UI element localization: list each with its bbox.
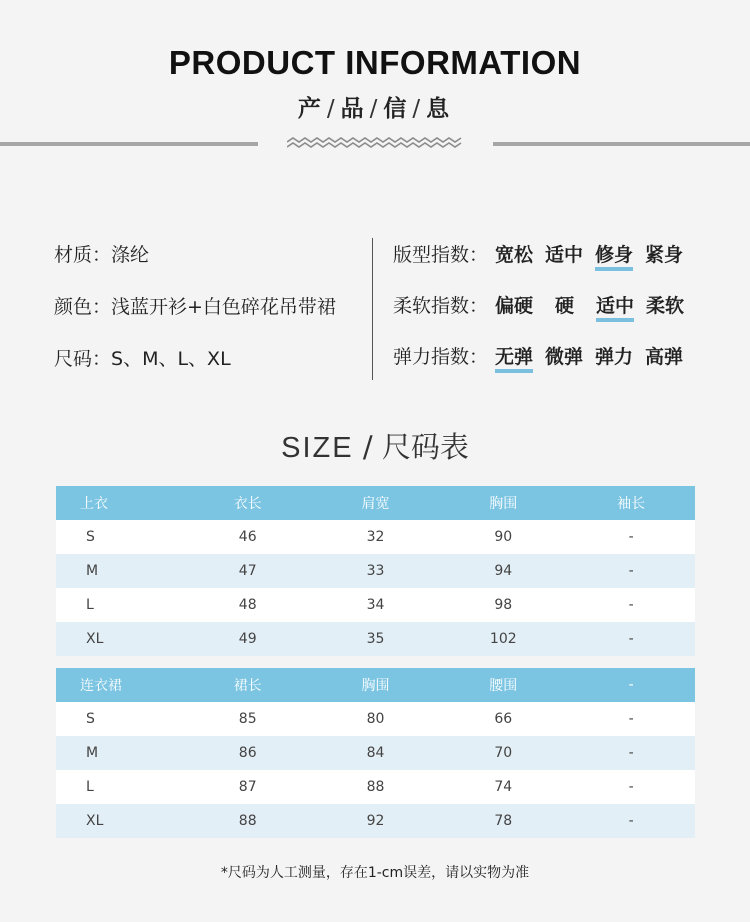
title-char: 信 <box>383 96 410 122</box>
index-option: 高弹 <box>645 346 684 368</box>
table-row <box>56 554 695 588</box>
attribute-size <box>54 344 336 396</box>
divider-line-left <box>0 142 258 146</box>
table-cell: 49 <box>184 622 312 656</box>
table-cell: S <box>56 520 184 554</box>
vertical-divider <box>372 238 373 380</box>
table-cell: 35 <box>312 622 440 656</box>
table-row <box>56 736 695 770</box>
table-cell: XL <box>56 804 184 838</box>
index-option: 适中 <box>545 244 584 266</box>
table-cell: 78 <box>439 804 567 838</box>
index-option: 微弹 <box>545 346 584 368</box>
table-row <box>56 804 695 838</box>
index-option: 紧身 <box>645 244 684 266</box>
index-softness <box>393 291 696 342</box>
column-header: 袖长 <box>567 486 695 520</box>
index-elasticity <box>393 342 696 393</box>
size-title-cn: / 尺码表 <box>362 430 469 464</box>
divider-line-right <box>493 142 750 146</box>
table-row <box>56 702 695 736</box>
table-cell: - <box>567 804 695 838</box>
attribute-value: 涤纶 <box>111 244 150 266</box>
fit-indices <box>393 240 696 393</box>
page-title-cn <box>0 90 750 123</box>
table-cell: S <box>56 702 184 736</box>
table-cell: 74 <box>439 770 567 804</box>
attribute-material <box>54 240 336 292</box>
title-separator: / <box>326 96 338 122</box>
table-cell: 94 <box>439 554 567 588</box>
index-option: 修身 <box>595 243 633 271</box>
table-cell: L <box>56 770 184 804</box>
table-cell: - <box>567 622 695 656</box>
table-cell: XL <box>56 622 184 656</box>
column-header: 连衣裙 <box>56 668 184 702</box>
table-cell: M <box>56 554 184 588</box>
table-cell: L <box>56 588 184 622</box>
table-row <box>56 588 695 622</box>
table-cell: 84 <box>312 736 440 770</box>
index-option: 无弹 <box>495 345 533 373</box>
table-cell: 48 <box>184 588 312 622</box>
table-cell: 70 <box>439 736 567 770</box>
index-option: 弹力 <box>595 346 634 368</box>
index-label: 弹力指数： <box>393 346 489 368</box>
product-attributes <box>54 240 336 396</box>
table-cell: 102 <box>439 622 567 656</box>
title-separator: / <box>412 96 424 122</box>
index-option: 硬 <box>555 295 575 317</box>
table-cell: 87 <box>184 770 312 804</box>
attribute-label: 材质： <box>54 244 112 266</box>
table-cell: 32 <box>312 520 440 554</box>
table-cell: - <box>567 702 695 736</box>
index-option: 偏硬 <box>495 295 534 317</box>
title-char: 品 <box>340 96 367 122</box>
table-cell: 86 <box>184 736 312 770</box>
page-title-en: PRODUCT INFORMATION <box>168 44 582 81</box>
table-row <box>56 622 695 656</box>
column-header: 裙长 <box>184 668 312 702</box>
title-separator: / <box>369 96 381 122</box>
table-cell: - <box>567 520 695 554</box>
table-cell: 92 <box>312 804 440 838</box>
table-cell: - <box>567 588 695 622</box>
column-header: 衣长 <box>184 486 312 520</box>
table-cell: M <box>56 736 184 770</box>
column-header: 肩宽 <box>312 486 440 520</box>
column-header: 腰围 <box>439 668 567 702</box>
table-cell: 47 <box>184 554 312 588</box>
column-header: 胸围 <box>439 486 567 520</box>
table-cell: - <box>567 770 695 804</box>
attribute-value: 浅蓝开衫+白色碎花吊带裙 <box>111 296 336 318</box>
attribute-color <box>54 292 336 344</box>
zigzag-ornament <box>287 137 465 149</box>
title-char: 产 <box>297 96 324 122</box>
measurement-footnote: *尺码为人工测量，存在1-cm误差，请以实物为准 <box>220 865 530 881</box>
index-option: 适中 <box>596 294 634 322</box>
attribute-label: 颜色： <box>54 296 112 318</box>
table-cell: 80 <box>312 702 440 736</box>
table-row <box>56 520 695 554</box>
table-row <box>56 770 695 804</box>
column-header: - <box>567 668 695 702</box>
table-header-row <box>56 668 695 702</box>
size-table-dress <box>56 668 695 838</box>
size-table-top <box>56 486 695 656</box>
table-cell: 46 <box>184 520 312 554</box>
index-label: 柔软指数： <box>393 295 489 317</box>
column-header: 上衣 <box>56 486 184 520</box>
title-char: 息 <box>426 96 453 122</box>
index-option: 柔软 <box>646 295 685 317</box>
table-header-row <box>56 486 695 520</box>
table-cell: - <box>567 736 695 770</box>
size-title-en: SIZE <box>281 432 354 464</box>
table-cell: 34 <box>312 588 440 622</box>
table-cell: 85 <box>184 702 312 736</box>
index-option: 宽松 <box>495 244 534 266</box>
table-cell: 33 <box>312 554 440 588</box>
index-fit <box>393 240 696 291</box>
size-chart-title <box>0 425 750 466</box>
table-cell: 98 <box>439 588 567 622</box>
table-cell: 90 <box>439 520 567 554</box>
attribute-label: 尺码： <box>54 348 112 370</box>
table-cell: 88 <box>312 770 440 804</box>
index-label: 版型指数： <box>393 244 489 266</box>
attribute-value: S、M、L、XL <box>111 348 231 370</box>
column-header: 胸围 <box>312 668 440 702</box>
table-cell: - <box>567 554 695 588</box>
table-cell: 66 <box>439 702 567 736</box>
table-cell: 88 <box>184 804 312 838</box>
